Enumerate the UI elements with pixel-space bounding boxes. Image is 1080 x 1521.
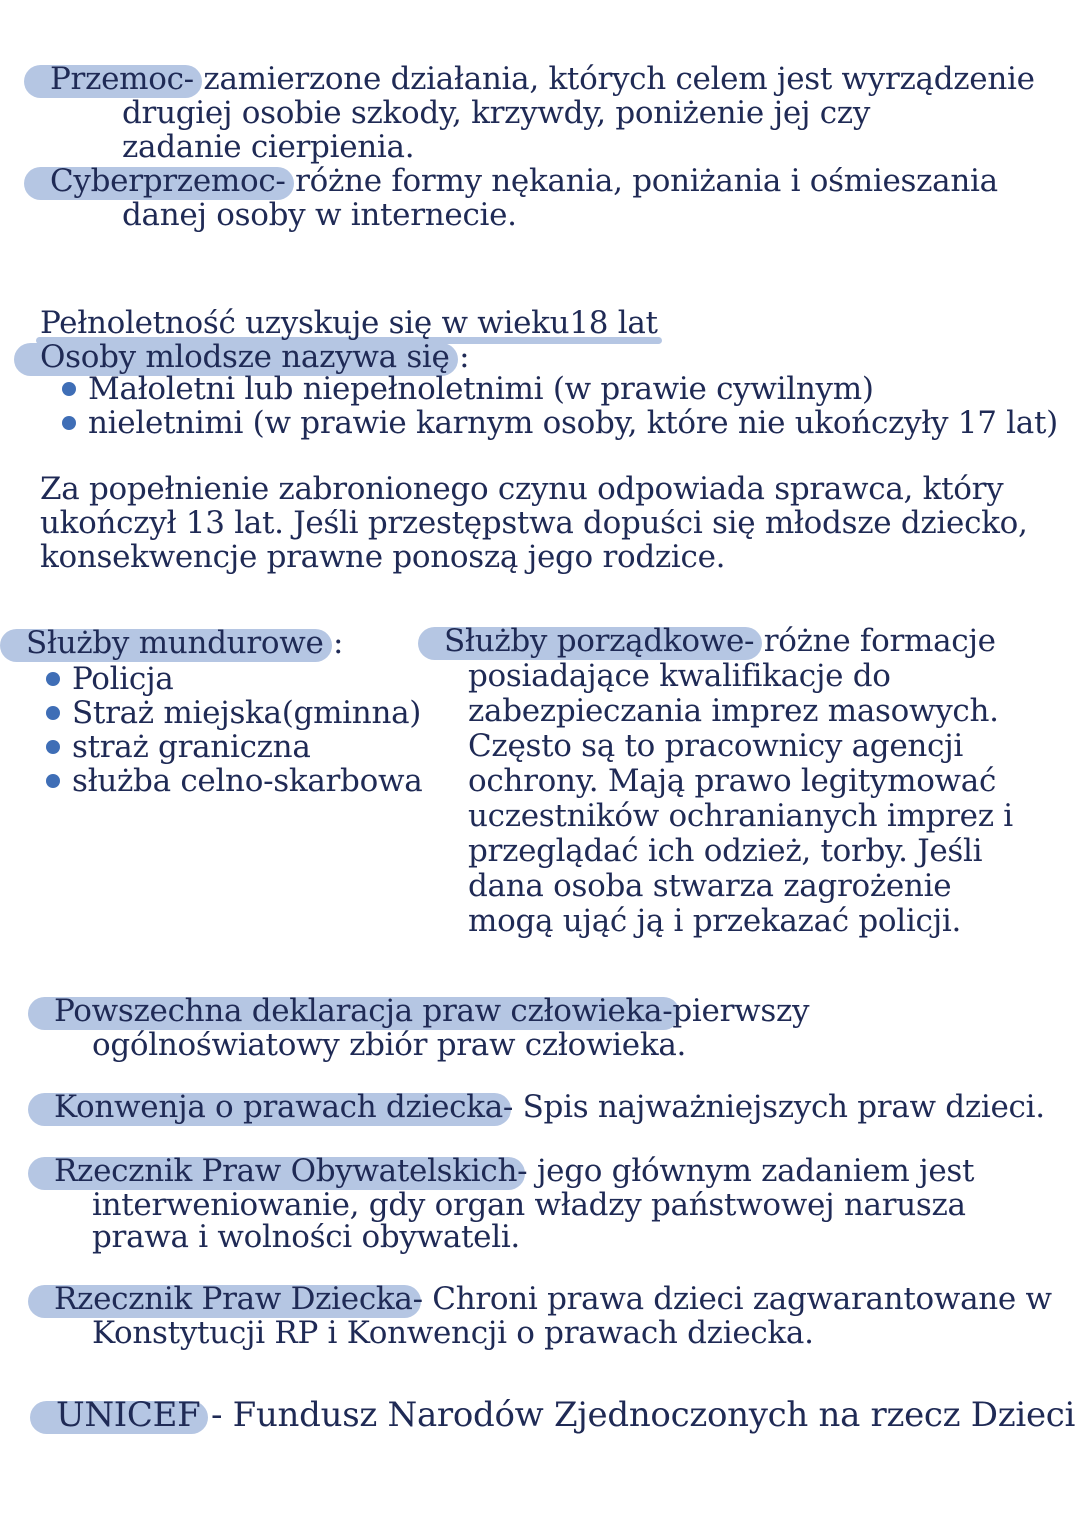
responsibility-line-1: Za popełnienie zabronionego czynu odpowiada sprawca, który (40, 471, 1004, 507)
ombudsman-line-2: interweniowanie, gdy organ władzy państwowej narusza (92, 1187, 966, 1223)
order-services-line-9: mogą ująć ją i przekazać policji. (468, 903, 962, 939)
uniformed-title-line (26, 626, 343, 660)
unicef-line (56, 1395, 1076, 1435)
cyberprzemoc-def-1: różne formy nękania, poniżania i ośmieszania (285, 163, 998, 199)
przemoc-def-1: zamierzone działania, których celem jest wyrządzenie (193, 61, 1035, 97)
child-ombudsman-line-2: Konstytucji RP i Konwencji o prawach dziecka. (92, 1315, 814, 1351)
convention-line (54, 1090, 1045, 1124)
bullet-icon (46, 740, 60, 754)
bullet-icon (46, 672, 60, 686)
ombudsman-term: Rzecznik Praw Obywatelskich (54, 1153, 518, 1189)
declaration-def-1: pierwszy (672, 993, 810, 1029)
uniformed-item-straz-graniczna: straż graniczna (72, 729, 311, 765)
ombudsman-line-3: prawa i wolności obywateli. (92, 1219, 520, 1255)
przemoc-line-1 (50, 62, 1035, 96)
order-services-line-6: uczestników ochranianych imprez i (468, 798, 1013, 834)
order-services-line-3: zabezpieczania imprez masowych. (468, 693, 999, 729)
ombudsman-line-1 (54, 1154, 974, 1188)
przemoc-line-3: zadanie cierpienia. (122, 129, 415, 165)
bullet-icon (62, 416, 76, 430)
convention-term: Konwenja o prawach dziecka (54, 1089, 503, 1125)
order-services-line-8: dana osoba stwarza zagrożenie (468, 868, 952, 904)
young-label: Osoby mlodsze nazywa się (40, 339, 450, 375)
child-ombudsman-def-1: - Chroni prawa dzieci zagwarantowane w (412, 1281, 1052, 1317)
convention-def: - Spis najważniejszych praw dzieci. (502, 1089, 1045, 1125)
uniformed-title: Służby mundurowe (26, 625, 324, 661)
declaration-line-1 (54, 994, 809, 1028)
order-services-line-1 (444, 624, 996, 658)
young-colon: : (449, 339, 470, 375)
child-ombudsman-term: Rzecznik Praw Dziecka (54, 1281, 413, 1317)
declaration-term: Powszechna deklaracja praw człowieka- (54, 993, 673, 1029)
young-label-line (40, 340, 469, 374)
order-services-line-7: przeglądać ich odzież, torby. Jeśli (468, 833, 983, 869)
bullet-icon (46, 774, 60, 788)
child-ombudsman-line-1 (54, 1282, 1052, 1316)
young-bullet-2: nieletnimi (w prawie karnym osoby, które nie ukończyły 17 lat) (88, 405, 1058, 441)
order-services-line-4: Często są to pracownicy agencji (468, 728, 964, 764)
bullet-icon (46, 706, 60, 720)
pelnoletnosc-word: Pełnoletność uzyskuje się w wieku (40, 305, 570, 341)
cyberprzemoc-line-1 (50, 164, 998, 198)
cyberprzemoc-term: Cyberprzemoc- (50, 163, 286, 199)
ombudsman-def-1: - jego głównym zadaniem jest (517, 1153, 975, 1189)
declaration-line-2: ogólnoświatowy zbiór praw człowieka. (92, 1027, 687, 1063)
uniformed-item-straz-miejska: Straż miejska(gminna) (72, 695, 422, 731)
responsibility-line-3: konsekwencje prawne ponoszą jego rodzice. (40, 539, 726, 575)
order-services-def-1: różne formacje (754, 623, 996, 659)
order-services-line-5: ochrony. Mają prawo legitymować (468, 763, 997, 799)
order-services-term: Służby porządkowe- (444, 623, 755, 659)
unicef-term: UNICEF (56, 1395, 201, 1435)
bullet-icon (62, 382, 76, 396)
age-18: 18 lat (569, 305, 658, 341)
responsibility-line-2: ukończył 13 lat. Jeśli przestępstwa dopuści się młodsze dziecko, (40, 505, 1028, 541)
przemoc-line-2: drugiej osobie szkody, krzywdy, poniżenie jej czy (122, 95, 871, 131)
cyberprzemoc-line-2: danej osoby w internecie. (122, 197, 517, 233)
uniformed-item-sluzba-celna: służba celno-skarbowa (72, 763, 423, 799)
young-bullet-1: Małoletni lub niepełnoletnimi (w prawie cywilnym) (88, 371, 874, 407)
przemoc-term: Przemoc- (50, 61, 194, 97)
pelnoletnosc-line (40, 306, 658, 340)
uniformed-item-policja: Policja (72, 661, 174, 697)
unicef-def: - Fundusz Narodów Zjednoczonych na rzecz Dzieci (200, 1395, 1076, 1435)
uniformed-colon: : (323, 625, 344, 661)
order-services-line-2: posiadające kwalifikacje do (468, 658, 891, 694)
